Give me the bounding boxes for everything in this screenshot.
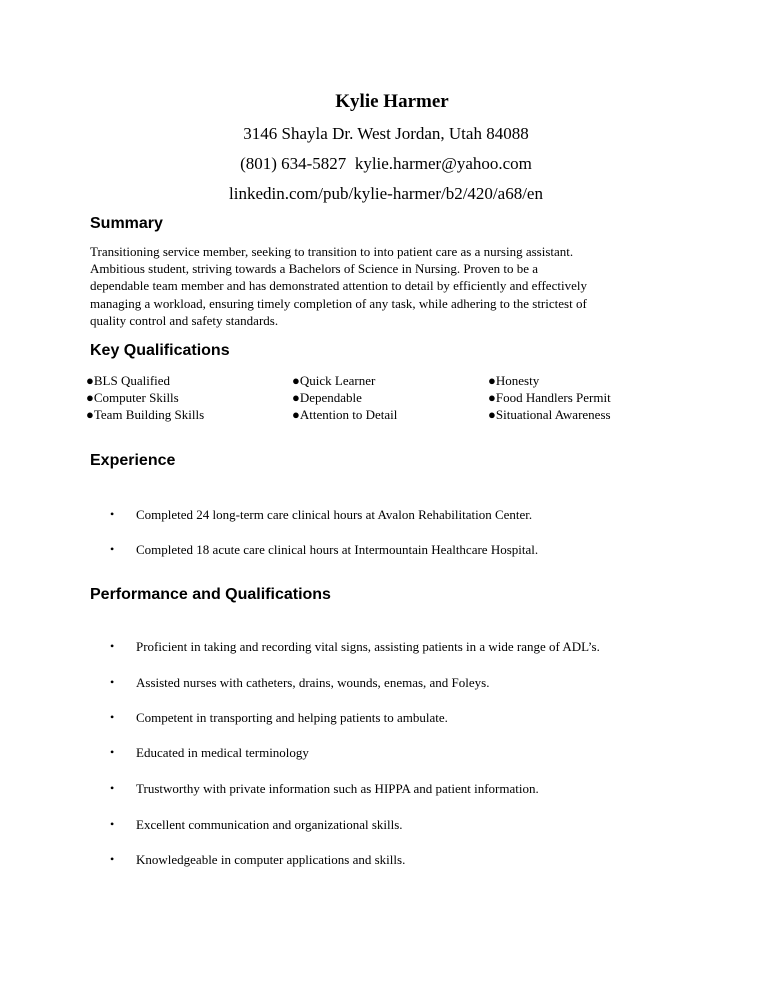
bullet-icon: • [110, 781, 115, 795]
linkedin-url: linkedin.com/pub/kylie-harmer/b2/420/a68/en [229, 184, 543, 203]
summary-line: quality control and safety standards. [90, 312, 279, 328]
qualification-item: ●Quick Learner [292, 373, 376, 388]
bullet-icon: • [110, 507, 115, 521]
bullet-icon: • [110, 639, 115, 653]
qualification-item: ●Food Handlers Permit [488, 390, 611, 405]
bullet-icon: • [110, 852, 115, 866]
summary-line: dependable team member and has demonstrated attention to detail by efficiently and effectively [90, 278, 587, 294]
summary-line: Transitioning service member, seeking to transition to into patient care as a nursing assistant. [90, 244, 574, 259]
key-qualifications-heading: Key Qualifications [90, 342, 230, 359]
summary-line: managing a workload, ensuring timely completion of any task, while adhering to the strictest of [90, 295, 587, 311]
summary-line: Ambitious student, striving towards a Bachelors of Science in Nursing. Proven to be a [90, 261, 539, 277]
bullet-icon: • [110, 542, 115, 556]
qualifications-column-2 [292, 372, 492, 423]
bullet-icon: • [110, 710, 115, 724]
summary-paragraph [90, 243, 680, 329]
qualification-item: ●Dependable [292, 390, 362, 405]
bullet-icon: • [110, 745, 115, 759]
qualification-item: ●Situational Awareness [488, 407, 611, 422]
qualification-item: ●Computer Skills [86, 390, 179, 405]
qualification-item: ●BLS Qualified [86, 373, 171, 388]
qualification-item: ●Team Building Skills [86, 407, 205, 422]
qualifications-column-3 [488, 372, 688, 423]
qualification-item: ●Honesty [488, 373, 540, 388]
performance-heading: Performance and Qualifications [90, 586, 331, 603]
experience-heading: Experience [90, 452, 176, 469]
email: kylie.harmer@yahoo.com [354, 154, 532, 173]
candidate-name: Kylie Harmer [335, 91, 449, 112]
resume-page: Kylie Harmer 3146 Shayla Dr. West Jordan, Utah 84088 (801) 634-5827 kylie.harmer@yahoo.com linkedin.com/pub/kylie-harmer/b2/420/a68/en Summary Transitioning service member, seeking to transition to into patient care as a nursing assistant. Ambitious student, striving towards a Bachelors of Science in Nursing. Proven to be a dependable team member and has demonstrated attention to detail by efficiently and effectively managing a workload, ensuring timely completion of any task, while adhering to the strictest of quality control and safety standards. Key Qualifications ●BLS Qualified ●Computer Skills ●Team Building Skills ●Quick Learner ●Dependable ●Attention to Detail ●Honesty ●Food Handlers Permit ●Situational Awareness Experience • Completed 24 long-term care clinical hours at Avalon Rehabilitation Center. • Completed 18 acute care clinical hours at Intermountain Healthcare Hospital. Performance and Qualifications • Proficient in taking and recording vital signs, assisting patients in a wide range of ADL’s. • Assisted nurses with catheters, drains, wounds, enemas, and Foleys. • Competent in transporting and helping patients to ambulate. • Educated in medical terminology • Trustworthy with private information such as HIPPA and patient information. • Excellent communication and organizational skills. • Knowledgeable in computer applications and skills. [0, 0, 768, 994]
summary-heading: Summary [90, 215, 163, 232]
contact-line [2, 154, 768, 174]
qualification-item: ●Attention to Detail [292, 407, 398, 422]
phone: (801) 634-5827 [240, 154, 347, 173]
bullet-icon: • [110, 817, 115, 831]
bullet-icon: • [110, 675, 115, 689]
qualifications-column-1 [86, 372, 286, 423]
address: 3146 Shayla Dr. West Jordan, Utah 84088 [243, 124, 529, 143]
